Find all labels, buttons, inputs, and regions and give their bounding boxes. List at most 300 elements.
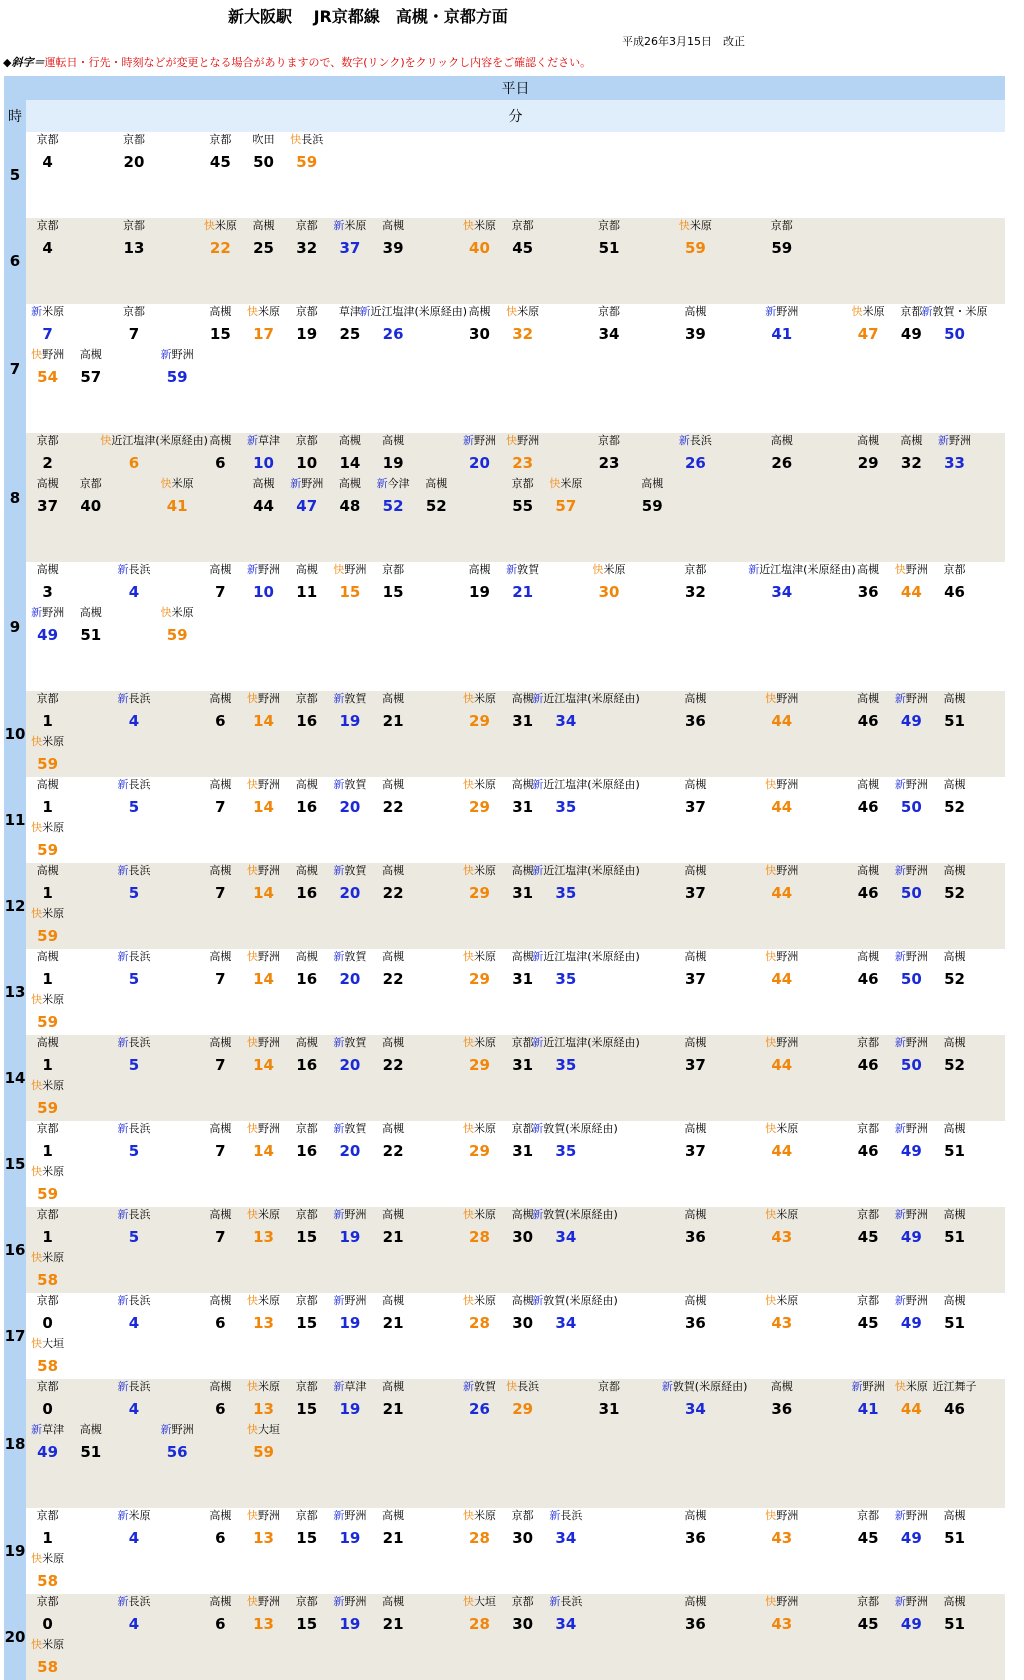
- departure-minute-link[interactable]: 52: [944, 1056, 965, 1074]
- departure-minute-link[interactable]: 34: [771, 583, 793, 601]
- departure-minute-link[interactable]: 44: [253, 497, 274, 515]
- departure-minute-link[interactable]: 36: [684, 1314, 706, 1332]
- departure-minute-link[interactable]: 4: [128, 1400, 140, 1418]
- departure-minute-link[interactable]: 16: [296, 1056, 318, 1074]
- departure-minute-link[interactable]: 49: [900, 1529, 922, 1547]
- departure-minute-link[interactable]: 49: [900, 1142, 922, 1160]
- departure-minute-link[interactable]: 43: [771, 1228, 793, 1246]
- departure-minute-link[interactable]: 50: [900, 970, 922, 988]
- destination-name: 京都: [122, 219, 145, 232]
- departure: [112, 562, 155, 605]
- departure-minute-link[interactable]: 15: [296, 1228, 318, 1246]
- departure-minute-link[interactable]: 1: [42, 798, 53, 816]
- departure-minute-link[interactable]: 14: [253, 1142, 274, 1160]
- departure-minute-link[interactable]: 59: [37, 841, 59, 859]
- departure-minute-link[interactable]: 5: [128, 798, 140, 816]
- departure-minute-link[interactable]: 37: [684, 1056, 706, 1074]
- departure-minute-link[interactable]: 59: [684, 239, 706, 257]
- departure-minute-link[interactable]: 35: [555, 798, 577, 816]
- departure-minute-link[interactable]: 52: [382, 497, 404, 515]
- departure-minute-link[interactable]: 19: [339, 1228, 361, 1246]
- empty-slot: [587, 949, 630, 992]
- departure-minute-link[interactable]: 15: [296, 1400, 318, 1418]
- destination-name: 敦賀: [517, 563, 540, 576]
- departure-minute-link[interactable]: 22: [382, 970, 404, 988]
- departure-minute-link[interactable]: 58: [37, 1357, 59, 1375]
- departure-minute-link[interactable]: 31: [598, 1400, 620, 1418]
- departure-minute-link[interactable]: 36: [771, 1400, 793, 1418]
- departure-minute-link[interactable]: 58: [37, 1572, 59, 1590]
- departure-minute-link[interactable]: 35: [555, 1056, 577, 1074]
- departure-minute-link[interactable]: 19: [382, 454, 404, 472]
- departure-minute-link[interactable]: 52: [944, 798, 965, 816]
- rapid-mark: 快: [592, 563, 604, 576]
- departure-minute-link[interactable]: 49: [900, 1615, 922, 1633]
- hour-label: 17: [4, 1293, 26, 1379]
- departure: [359, 304, 468, 347]
- departure-minute-link[interactable]: 14: [253, 712, 274, 730]
- minute-column-header: 分: [26, 100, 1005, 132]
- departure-minute-link[interactable]: 35: [555, 884, 577, 902]
- departure-minute-link[interactable]: 49: [900, 1228, 922, 1246]
- departure-minute-link[interactable]: 20: [339, 798, 361, 816]
- departure-minute-link[interactable]: 54: [37, 368, 59, 386]
- hour-column-header: 時: [4, 100, 26, 132]
- departure-minute-link[interactable]: 37: [684, 970, 706, 988]
- departure-minute-link[interactable]: 13: [253, 1314, 274, 1332]
- departure-minute-link[interactable]: 19: [339, 1529, 361, 1547]
- departure-minute-link[interactable]: 37: [684, 798, 706, 816]
- departure-minute-link[interactable]: 51: [80, 1443, 102, 1461]
- departure-minute-link[interactable]: 34: [598, 325, 620, 343]
- departure-minute-link[interactable]: 46: [857, 798, 879, 816]
- departure-minute-link[interactable]: 10: [253, 454, 274, 472]
- departure-minute-link[interactable]: 21: [382, 712, 404, 730]
- departure-minute-link[interactable]: 22: [382, 798, 404, 816]
- departure-minute-link[interactable]: 46: [944, 1400, 965, 1418]
- empty-slot: [674, 476, 717, 519]
- special-rapid-mark: 新: [117, 950, 129, 963]
- destination-name: 高槻: [511, 950, 534, 963]
- departure-minute-link[interactable]: 59: [37, 1013, 59, 1031]
- departure-minute-link[interactable]: 29: [469, 1056, 490, 1074]
- departure-minute-link[interactable]: 44: [771, 798, 793, 816]
- departure-minute-link[interactable]: 21: [382, 1314, 404, 1332]
- departure-minute-link[interactable]: 50: [900, 1056, 922, 1074]
- departure-minute-link[interactable]: 10: [296, 454, 318, 472]
- departure-minute-link[interactable]: 16: [296, 970, 318, 988]
- departure-minute-link[interactable]: 31: [512, 1056, 534, 1074]
- departure-minute-link[interactable]: 6: [128, 454, 140, 472]
- departure-minute-link[interactable]: 29: [512, 1400, 534, 1418]
- special-rapid-mark: 新: [333, 950, 345, 963]
- departure-minute-link[interactable]: 49: [900, 325, 922, 343]
- destination-name: 京都: [295, 219, 318, 232]
- departure-minute-link[interactable]: 59: [37, 927, 59, 945]
- departure-minute-link[interactable]: 17: [253, 325, 274, 343]
- departure-minute-link[interactable]: 0: [42, 1400, 53, 1418]
- departure-minute-link[interactable]: 1: [42, 1529, 53, 1547]
- departure-minute-link[interactable]: 59: [166, 626, 188, 644]
- departure-minute-link[interactable]: 45: [857, 1529, 879, 1547]
- departure-minute-link[interactable]: 13: [253, 1615, 274, 1633]
- departure-minute-link[interactable]: 25: [339, 325, 361, 343]
- departure-minute-link[interactable]: 32: [684, 583, 706, 601]
- departure-minute-link[interactable]: 41: [771, 325, 793, 343]
- departure-minute-link[interactable]: 59: [37, 1185, 59, 1203]
- departure-minute-link[interactable]: 28: [469, 1314, 490, 1332]
- departure-minute-link[interactable]: 49: [37, 626, 59, 644]
- departure-minute-link[interactable]: 5: [128, 1142, 140, 1160]
- departure-minute-link[interactable]: 58: [37, 1658, 59, 1676]
- departure: [501, 304, 544, 347]
- departure-minute-link[interactable]: 44: [771, 970, 793, 988]
- destination-name: 野洲: [905, 692, 928, 705]
- departure-minute-link[interactable]: 22: [382, 1142, 404, 1160]
- departure-minute-link[interactable]: 19: [339, 1615, 361, 1633]
- departure-minute-link[interactable]: 34: [555, 712, 577, 730]
- departure-minute-link[interactable]: 45: [512, 239, 534, 257]
- departure-minute-link[interactable]: 25: [253, 239, 274, 257]
- departure-minute-link[interactable]: 7: [215, 1142, 226, 1160]
- departure-minute-link[interactable]: 34: [555, 1615, 577, 1633]
- departure-minute-link[interactable]: 4: [128, 1615, 140, 1633]
- departure-minute-link[interactable]: 29: [469, 970, 490, 988]
- departure-minute-link[interactable]: 37: [684, 884, 706, 902]
- departure-minute-link[interactable]: 7: [42, 325, 53, 343]
- departure-minute-link[interactable]: 15: [296, 1529, 318, 1547]
- departure-minute-link[interactable]: 51: [944, 712, 965, 730]
- departure-minute-link[interactable]: 7: [215, 970, 226, 988]
- departure-minute-link[interactable]: 46: [857, 1142, 879, 1160]
- departure-minute-link[interactable]: 41: [166, 497, 188, 515]
- departure-minute-link[interactable]: 21: [512, 583, 534, 601]
- departure-minute-link[interactable]: 15: [339, 583, 361, 601]
- departure-minute-link[interactable]: 22: [382, 1056, 404, 1074]
- departure-minute-link[interactable]: 6: [215, 712, 226, 730]
- departure-minute-link[interactable]: 41: [857, 1400, 879, 1418]
- departure-minute-link[interactable]: 51: [944, 1615, 965, 1633]
- departure-minute-link[interactable]: 11: [296, 583, 318, 601]
- departure-minute-link[interactable]: 51: [598, 239, 620, 257]
- departure: [921, 304, 988, 347]
- departure-minute-link[interactable]: 35: [555, 1142, 577, 1160]
- departure-minute-link[interactable]: 34: [684, 1400, 706, 1418]
- departure-minute-link[interactable]: 52: [944, 970, 965, 988]
- destination-name: 京都: [295, 1509, 318, 1522]
- departure: [760, 304, 803, 347]
- departure-minute-link[interactable]: 45: [209, 153, 231, 171]
- rapid-mark: 快: [31, 735, 43, 748]
- departure-minute-link[interactable]: 36: [684, 1228, 706, 1246]
- departure-minute-link[interactable]: 10: [253, 583, 274, 601]
- departure-minute-link[interactable]: 7: [128, 325, 140, 343]
- departure-minute-link[interactable]: 37: [684, 1142, 706, 1160]
- departure-minute-link[interactable]: 28: [469, 1228, 490, 1246]
- departure-minute-link[interactable]: 32: [512, 325, 534, 343]
- departure-minute-link[interactable]: 57: [80, 368, 102, 386]
- departure-minute-link[interactable]: 21: [382, 1529, 404, 1547]
- departure-minute-link[interactable]: 51: [944, 1314, 965, 1332]
- departure-minute-link[interactable]: 2: [42, 454, 53, 472]
- departure-minute-link[interactable]: 36: [684, 1529, 706, 1547]
- departure-minute-link[interactable]: 6: [215, 1529, 226, 1547]
- departure-minute-link[interactable]: 19: [469, 583, 490, 601]
- departure-minute-link[interactable]: 59: [641, 497, 663, 515]
- departure-minute-link[interactable]: 29: [469, 1142, 490, 1160]
- departure-minute-link[interactable]: 57: [555, 497, 577, 515]
- departure-minute-link[interactable]: 31: [512, 1142, 534, 1160]
- departure-minute-link[interactable]: 52: [944, 884, 965, 902]
- departure-minute-link[interactable]: 21: [382, 1615, 404, 1633]
- departure-minute-link[interactable]: 7: [215, 798, 226, 816]
- departure-minute-link[interactable]: 16: [296, 884, 318, 902]
- departure-minute-link[interactable]: 50: [900, 884, 922, 902]
- departure-minute-link[interactable]: 5: [128, 884, 140, 902]
- departure-minute-link[interactable]: 36: [857, 583, 879, 601]
- departure-minute-link[interactable]: 19: [339, 1400, 361, 1418]
- departure-minute-link[interactable]: 21: [382, 1400, 404, 1418]
- departure-minute-link[interactable]: 33: [944, 454, 965, 472]
- destination-label: [921, 434, 988, 448]
- destination-name: 京都: [598, 434, 621, 447]
- departure-minute-link[interactable]: 16: [296, 798, 318, 816]
- departure-minute-link[interactable]: 15: [296, 1314, 318, 1332]
- departure-minute-link[interactable]: 1: [42, 970, 53, 988]
- departure-minute-link[interactable]: 34: [555, 1228, 577, 1246]
- departure-minute-link[interactable]: 34: [555, 1529, 577, 1547]
- departure-minute-link[interactable]: 15: [382, 583, 404, 601]
- departure: [748, 562, 856, 605]
- empty-slot: [717, 1422, 760, 1465]
- departure-minute-link[interactable]: 39: [684, 325, 706, 343]
- departure-minute-link[interactable]: 36: [684, 712, 706, 730]
- departure-minute-link[interactable]: 7: [215, 1056, 226, 1074]
- departure-minute-link[interactable]: 30: [598, 583, 620, 601]
- special-rapid-mark: 新: [117, 864, 129, 877]
- departure-minute-link[interactable]: 44: [900, 583, 922, 601]
- departure-minute-link[interactable]: 13: [123, 239, 145, 257]
- departure: [112, 1121, 155, 1164]
- departure-minute-link[interactable]: 26: [771, 454, 793, 472]
- departure-minute-link[interactable]: 20: [339, 1142, 361, 1160]
- departure: [933, 949, 976, 992]
- departure-minute-link[interactable]: 26: [469, 1400, 490, 1418]
- departure-minute-link[interactable]: 31: [512, 970, 534, 988]
- departure-minute-link[interactable]: 6: [215, 1615, 226, 1633]
- departure-minute-link[interactable]: 44: [771, 1056, 793, 1074]
- departure-minute-link[interactable]: 47: [857, 325, 879, 343]
- destination-name: 野洲: [473, 434, 496, 447]
- departure-minute-link[interactable]: 46: [857, 1056, 879, 1074]
- departure-minute-link[interactable]: 1: [42, 1228, 53, 1246]
- departure-minute-link[interactable]: 31: [512, 798, 534, 816]
- departure-minute-link[interactable]: 30: [512, 1314, 534, 1332]
- departure-minute-link[interactable]: 45: [857, 1314, 879, 1332]
- departure-minute-link[interactable]: 29: [857, 454, 879, 472]
- departure-minute-link[interactable]: 46: [857, 970, 879, 988]
- departure-minute-link[interactable]: 51: [944, 1529, 965, 1547]
- departure-minute-link[interactable]: 46: [944, 583, 965, 601]
- departure-minute-link[interactable]: 46: [857, 884, 879, 902]
- destination-name: 米原: [171, 477, 194, 490]
- departure-minute-link[interactable]: 50: [253, 153, 274, 171]
- departure-minute-link[interactable]: 40: [469, 239, 490, 257]
- departure-minute-link[interactable]: 35: [555, 970, 577, 988]
- departure-minute-link[interactable]: 29: [469, 798, 490, 816]
- departure-minute-link[interactable]: 15: [209, 325, 231, 343]
- departure-minute-link[interactable]: 51: [944, 1228, 965, 1246]
- departure-minute-link[interactable]: 6: [215, 454, 226, 472]
- departure-minute-link[interactable]: 15: [296, 1615, 318, 1633]
- departure-minute-link[interactable]: 16: [296, 712, 318, 730]
- departure-minute-link[interactable]: 7: [215, 884, 226, 902]
- departure-minute-link[interactable]: 43: [771, 1529, 793, 1547]
- departure-minute-link[interactable]: 7: [215, 1228, 226, 1246]
- departure-minute-link[interactable]: 4: [42, 153, 53, 171]
- departure-minute-link[interactable]: 5: [128, 1056, 140, 1074]
- departure-minute-link[interactable]: 4: [128, 583, 140, 601]
- departure-minute-link[interactable]: 20: [469, 454, 490, 472]
- special-rapid-mark: 新: [532, 1208, 544, 1221]
- departure-minute-link[interactable]: 50: [944, 325, 965, 343]
- departure-minute-link[interactable]: 20: [339, 1056, 361, 1074]
- departure-minute-link[interactable]: 52: [425, 497, 447, 515]
- departure-minute-link[interactable]: 49: [900, 712, 922, 730]
- departure-minute-link[interactable]: 21: [382, 1228, 404, 1246]
- departure-minute-link[interactable]: 1: [42, 712, 53, 730]
- departure-minute-link[interactable]: 44: [771, 1142, 793, 1160]
- departure-minute-link[interactable]: 30: [512, 1228, 534, 1246]
- empty-slot: [890, 218, 933, 261]
- departure-minute-link[interactable]: 40: [80, 497, 102, 515]
- departure-minute-link[interactable]: 28: [469, 1615, 490, 1633]
- departure-minute-link[interactable]: 7: [215, 583, 226, 601]
- departure-minute-link[interactable]: 20: [339, 970, 361, 988]
- departure-minute-link[interactable]: 45: [857, 1228, 879, 1246]
- departure-minute-link[interactable]: 59: [37, 1099, 59, 1117]
- departure-minute-link[interactable]: 0: [42, 1314, 53, 1332]
- hour-label: 20: [4, 1594, 26, 1680]
- destination-name: 高槻: [684, 1036, 707, 1049]
- destination-name: 高槻: [36, 1036, 59, 1049]
- departure-minute-link[interactable]: 14: [253, 970, 274, 988]
- departure-minute-link[interactable]: 14: [253, 798, 274, 816]
- departure-minute-link[interactable]: 44: [900, 1400, 922, 1418]
- departure-minute-link[interactable]: 1: [42, 1056, 53, 1074]
- departure-minute-link[interactable]: 3: [42, 583, 53, 601]
- departure-minute-link[interactable]: 59: [771, 239, 793, 257]
- departure-minute-link[interactable]: 16: [296, 1142, 318, 1160]
- departure-minute-link[interactable]: 36: [684, 1615, 706, 1633]
- departure-minute-link[interactable]: 49: [900, 1314, 922, 1332]
- destination-label: [14, 993, 81, 1007]
- departure-minute-link[interactable]: 44: [771, 712, 793, 730]
- departure-minute-link[interactable]: 45: [857, 1615, 879, 1633]
- departure-minute-link[interactable]: 59: [37, 755, 59, 773]
- departure-minute-link[interactable]: 23: [512, 454, 534, 472]
- departure-minute-link[interactable]: 4: [128, 712, 140, 730]
- departure-minute-link[interactable]: 59: [253, 1443, 274, 1461]
- departure-minute-link[interactable]: 1: [42, 884, 53, 902]
- departure-minute-link[interactable]: 20: [339, 884, 361, 902]
- departure-minute-link[interactable]: 4: [128, 1529, 140, 1547]
- departure-minute-link[interactable]: 29: [469, 884, 490, 902]
- departure-minute-link[interactable]: 23: [598, 454, 620, 472]
- departure-minute-link[interactable]: 44: [771, 884, 793, 902]
- departure-minute-link[interactable]: 58: [37, 1271, 59, 1289]
- departure-minute-link[interactable]: 19: [296, 325, 318, 343]
- departure-minute-link[interactable]: 51: [944, 1142, 965, 1160]
- special-rapid-mark: 新: [117, 692, 129, 705]
- departure-minute-link[interactable]: 22: [382, 884, 404, 902]
- departure-minute-link[interactable]: 30: [469, 325, 490, 343]
- departure-minute-link[interactable]: 20: [123, 153, 145, 171]
- departure-minute-link[interactable]: 43: [771, 1615, 793, 1633]
- departure-minute-link[interactable]: 6: [215, 1314, 226, 1332]
- departure-minute-link[interactable]: 46: [857, 712, 879, 730]
- departure-minute-link[interactable]: 47: [296, 497, 318, 515]
- departure-minute-link[interactable]: 22: [209, 239, 231, 257]
- departure-minute-link[interactable]: 55: [512, 497, 534, 515]
- departure-minute-link[interactable]: 14: [253, 884, 274, 902]
- departure-minute-link[interactable]: 43: [771, 1314, 793, 1332]
- departure-minute-link[interactable]: 51: [80, 626, 102, 644]
- departure-minute-link[interactable]: 39: [382, 239, 404, 257]
- departure-minute-link[interactable]: 48: [339, 497, 361, 515]
- departure-minute-link[interactable]: 4: [42, 239, 53, 257]
- departure-minute-link[interactable]: 37: [37, 497, 59, 515]
- departure-minute-link[interactable]: 5: [128, 970, 140, 988]
- departure-minute-link[interactable]: 13: [253, 1400, 274, 1418]
- departure-minute-link[interactable]: 31: [512, 712, 534, 730]
- departure-minute-link[interactable]: 34: [555, 1314, 577, 1332]
- departure-minute-link[interactable]: 6: [215, 1400, 226, 1418]
- departure-minute-link[interactable]: 32: [296, 239, 318, 257]
- departure-minute-link[interactable]: 31: [512, 884, 534, 902]
- departure-minute-link[interactable]: 29: [469, 712, 490, 730]
- departure-minute-link[interactable]: 0: [42, 1615, 53, 1633]
- departure-minute-link[interactable]: 4: [128, 1314, 140, 1332]
- departure-minute-link[interactable]: 37: [339, 239, 361, 257]
- departure-minute-link[interactable]: 14: [253, 1056, 274, 1074]
- empty-slot: [760, 132, 803, 175]
- departure-minute-link[interactable]: 28: [469, 1529, 490, 1547]
- departure-minute-link[interactable]: 49: [37, 1443, 59, 1461]
- departure-minute-link[interactable]: 30: [512, 1529, 534, 1547]
- departure-minute-link[interactable]: 26: [684, 454, 706, 472]
- departure-minute-link[interactable]: 19: [339, 1314, 361, 1332]
- departure-minute-link[interactable]: 32: [900, 454, 922, 472]
- destination-name: 敦賀: [473, 1380, 496, 1393]
- departure-minute-link[interactable]: 13: [253, 1529, 274, 1547]
- departure-minute-link[interactable]: 5: [128, 1228, 140, 1246]
- departure-minute-link[interactable]: 50: [900, 798, 922, 816]
- departure-minute-link[interactable]: 19: [339, 712, 361, 730]
- departure-minute-link[interactable]: 56: [166, 1443, 188, 1461]
- empty-slot: [847, 605, 890, 648]
- departure-minute-link[interactable]: 26: [382, 325, 404, 343]
- departure-minute-link[interactable]: 59: [166, 368, 188, 386]
- departure-minute-link[interactable]: 14: [339, 454, 361, 472]
- empty-slot: [890, 347, 933, 390]
- departure: [26, 1379, 69, 1422]
- departure-minute-link[interactable]: 30: [512, 1615, 534, 1633]
- destination-name: 高槻: [382, 219, 405, 232]
- departure-minute-link[interactable]: 59: [296, 153, 318, 171]
- departure-minute-link[interactable]: 1: [42, 1142, 53, 1160]
- departure-minute-link[interactable]: 13: [253, 1228, 274, 1246]
